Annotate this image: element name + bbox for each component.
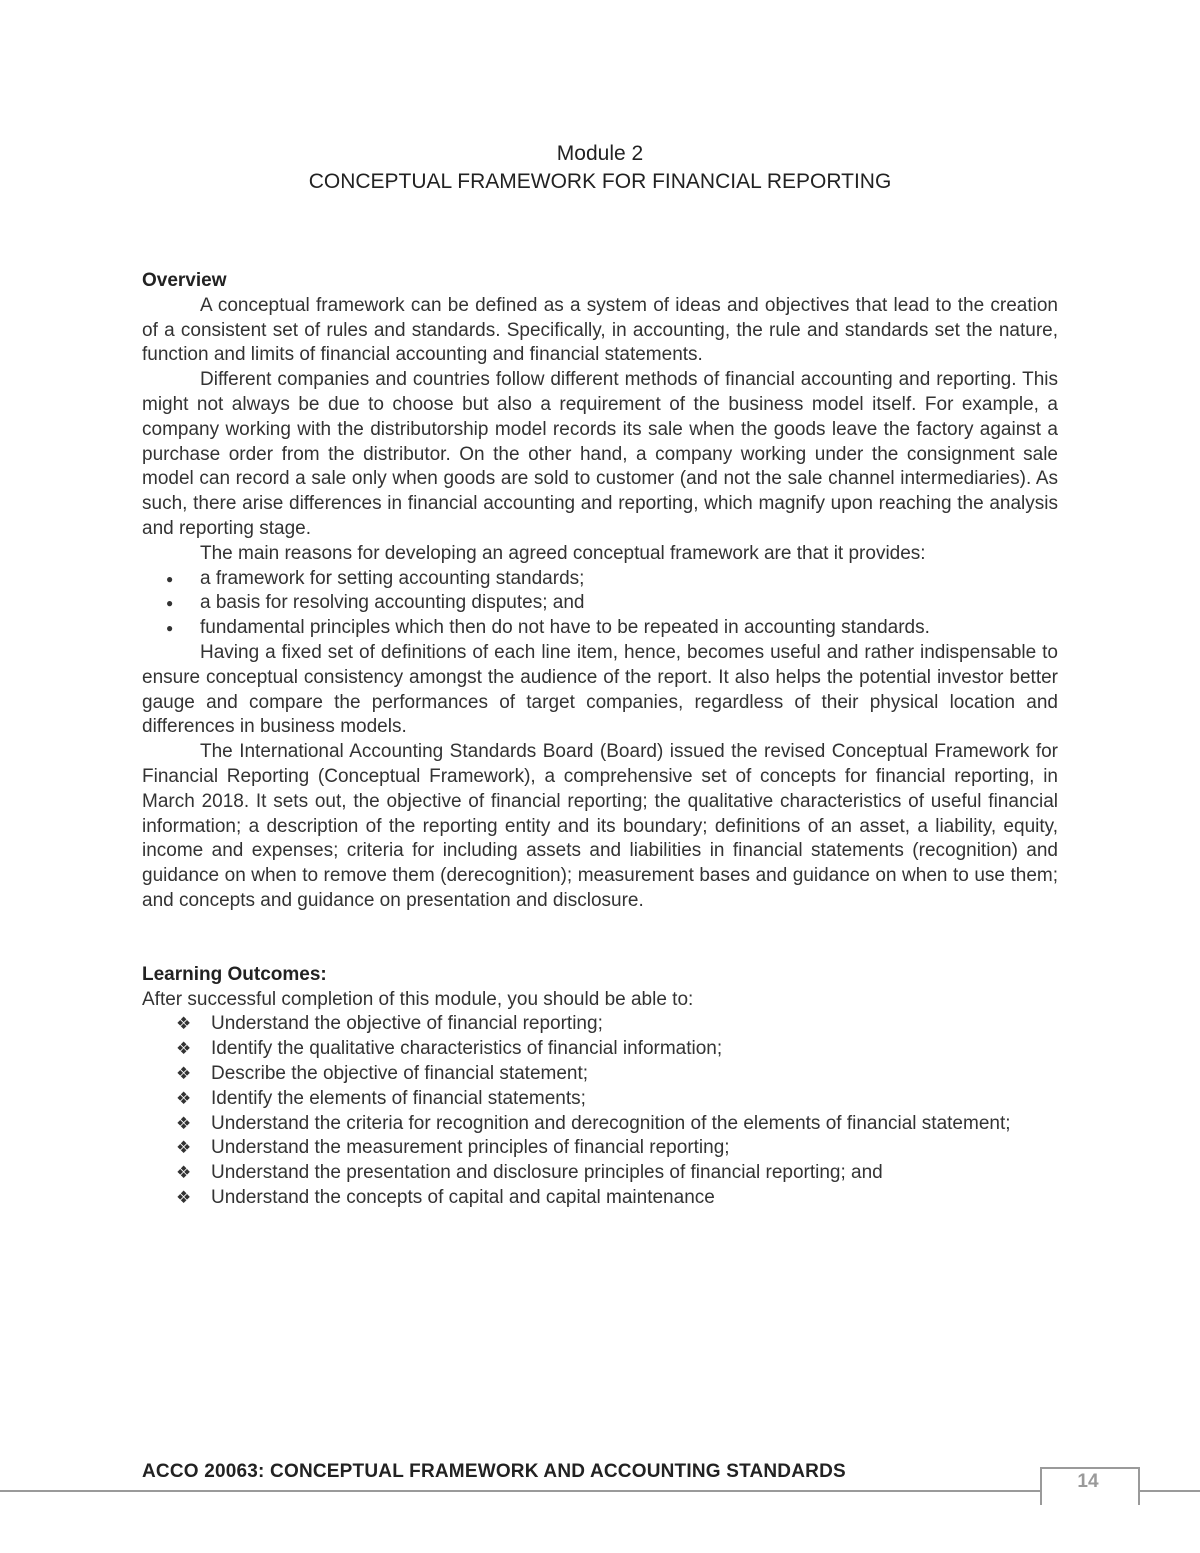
footer-course-title: ACCO 20063: CONCEPTUAL FRAMEWORK AND ACCOUNTING STANDARDS [142,1461,846,1482]
reason-text: a framework for setting accounting standards; [200,567,585,589]
reasons-list [142,567,1058,641]
module-label: Module 2 [556,142,644,165]
outcome-text: Identify the elements of financial statements; [211,1087,586,1109]
outcome-text: Understand the concepts of capital and capital maintenance [211,1186,715,1208]
module-title: CONCEPTUAL FRAMEWORK FOR FINANCIAL REPORTING [308,170,892,193]
list-item [142,567,1058,592]
overview-heading: Overview [142,270,227,291]
diamond-bullet-icon: ❖ [176,1187,192,1207]
page-number: 14 [1077,1471,1099,1492]
outcome-text: Understand the criteria for recognition and derecognition of the elements of financial statement; [211,1112,1011,1134]
diamond-bullet-icon: ❖ [176,1163,192,1183]
list-item [142,1012,1058,1037]
filled-circle-bullet-icon: ● [166,621,174,636]
diamond-bullet-icon: ❖ [176,1014,192,1034]
outcomes-list [142,1012,1058,1210]
outcome-text: Understand the measurement principles of financial reporting; [211,1137,730,1159]
list-item [142,1112,1058,1137]
filled-circle-bullet-icon: ● [166,596,174,611]
overview-paragraph: The main reasons for developing an agreed conceptual framework are that it provides: [200,542,926,564]
outcome-text: Identify the qualitative characteristics of financial information; [211,1038,723,1060]
overview-paragraph: The International Accounting Standards Board (Board) issued the revised Conceptual Framework for Financial Reporting (Conceptual Framework), a comprehensive set of concepts for financial reporting, in March 2018. It sets out, the objective of financial reporting; the qualitative characteristics of useful financial information; a description of the reporting entity and its boundary; definitions of an asset, a liability, equity, income and expenses; criteria for including assets and liabilities in financial statements (recognition) and guidance on when to remove them (derecognition); measurement bases and guidance on when to use them; and concepts and guidance on presentation and disclosure. [142,741,1058,911]
outcome-text: Understand the presentation and disclosure principles of financial reporting; and [211,1162,883,1184]
footer-divider [0,1490,1200,1492]
reason-text: fundamental principles which then do not have to be repeated in accounting standards. [200,617,930,639]
diamond-bullet-icon: ❖ [176,1039,192,1059]
section-spacer [142,914,1058,963]
title-block [0,140,1200,196]
outcome-text: Understand the objective of financial reporting; [211,1013,603,1035]
list-item [142,591,1058,616]
list-item [142,1037,1058,1062]
diamond-bullet-icon: ❖ [176,1113,192,1133]
content-body [142,269,1058,1211]
list-item [142,1161,1058,1186]
reason-text: a basis for resolving accounting disputes; and [200,592,585,614]
list-item [142,1136,1058,1161]
list-item [142,616,1058,641]
list-item [142,1186,1058,1211]
outcome-text: Describe the objective of financial statement; [211,1062,589,1084]
diamond-bullet-icon: ❖ [176,1138,192,1158]
list-item [142,1062,1058,1087]
learning-outcomes-heading: Learning Outcomes: [142,963,327,985]
overview-paragraph: Having a fixed set of definitions of each line item, hence, becomes useful and rather indispensable to ensure conceptual consistency amongst the audience of the report. It also helps the potential investor better gauge and compare the performances of target companies, regardless of their physical location and differences in business models. [142,641,1058,738]
diamond-bullet-icon: ❖ [176,1088,192,1108]
list-item [142,1087,1058,1112]
overview-paragraph: A conceptual framework can be defined as a system of ideas and objectives that lead to the creation of a consistent set of rules and standards. Specifically, in accounting, the rule and standards set the nature, function and limits of financial accounting and financial statements. [142,294,1058,366]
filled-circle-bullet-icon: ● [166,571,174,586]
diamond-bullet-icon: ❖ [176,1063,192,1083]
overview-paragraph: Different companies and countries follow different methods of financial accounting and reporting. This might not always be due to choose but also a requirement of the business model itself. For example, a company working with the distributorship model records its sale when the goods leave the factory against a purchase order from the distributor. On the other hand, a company working under the consignment sale model can record a sale only when goods are sold to customer (and not the sale channel intermediaries). As such, there arise differences in financial accounting and reporting, which magnify upon reaching the analysis and reporting stage. [142,369,1058,539]
learning-outcomes-intro: After successful completion of this module, you should be able to: [142,988,694,1010]
